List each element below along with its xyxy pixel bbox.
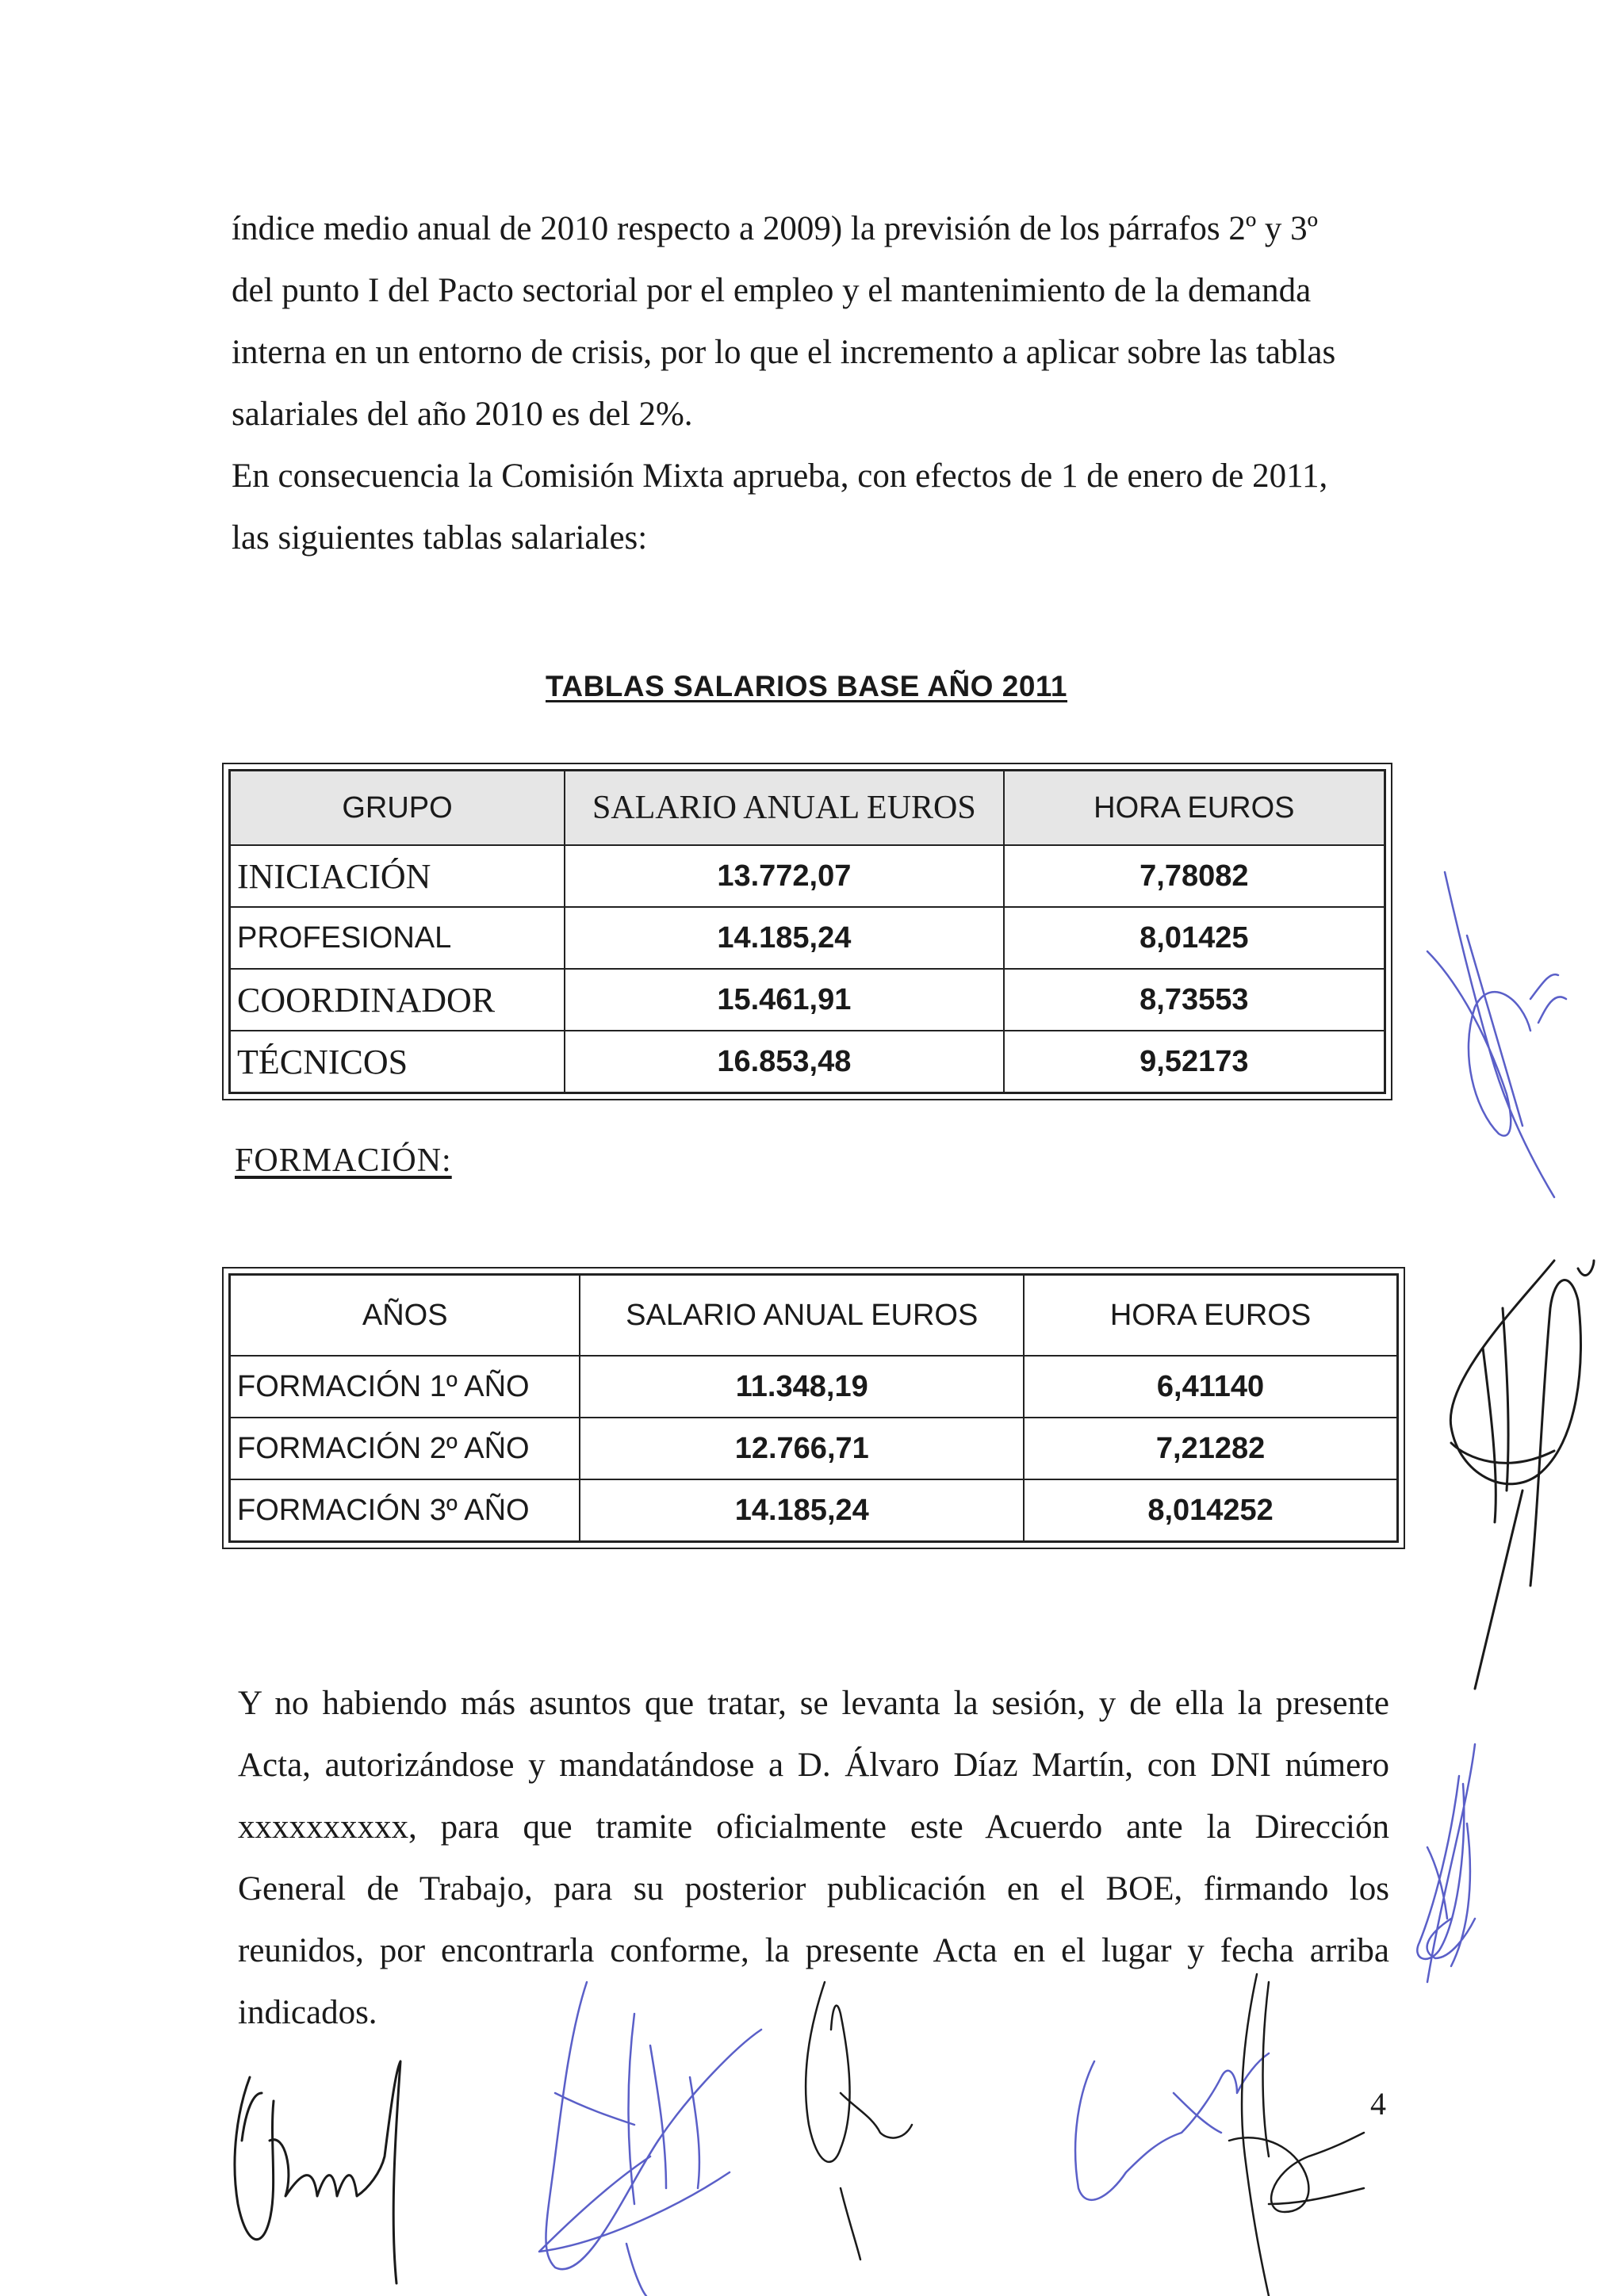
text-line: interna en un entorno de crisis, por lo que el incremento a aplicar sobre las tablas [232,334,1336,371]
annual-salary-cell: 14.185,24 [565,907,1004,969]
hourly-rate-cell: 8,01425 [1004,907,1385,969]
annual-salary-cell: 12.766,71 [580,1418,1024,1479]
table-row [230,1479,1398,1542]
column-header: SALARIO ANUAL EUROS [565,771,1004,846]
hourly-rate-cell: 9,52173 [1004,1031,1385,1093]
annual-salary-cell: 14.185,24 [580,1479,1024,1542]
training-salary-table [228,1273,1399,1543]
training-year-cell: FORMACIÓN 2º AÑO [230,1418,580,1479]
column-header: HORA EUROS [1004,771,1385,846]
page-number: 4 [1370,2086,1386,2122]
text-line: En consecuencia la Comisión Mixta aprueba, con efectos de 1 de enero de 2011, [232,457,1328,495]
training-section-heading: FORMACIÓN: [235,1142,452,1179]
table-row [230,907,1385,969]
column-header: AÑOS [230,1275,580,1357]
group-cell: COORDINADOR [230,969,565,1031]
signature-icon [1075,2053,1269,2200]
column-header: GRUPO [230,771,565,846]
hourly-rate-cell: 7,21282 [1024,1418,1397,1479]
hourly-rate-cell: 8,73553 [1004,969,1385,1031]
text-line: reunidos, por encontrarla conforme, la presente Acta en el lugar y fecha arriba [238,1932,1389,1969]
annual-salary-cell: 16.853,48 [565,1031,1004,1093]
table-header-row [230,1275,1398,1357]
hourly-rate-cell: 8,014252 [1024,1479,1397,1542]
group-cell: INICIACIÓN [230,845,565,907]
hourly-rate-cell: 7,78082 [1004,845,1385,907]
table-row [230,845,1385,907]
group-cell: TÉCNICOS [230,1031,565,1093]
column-header: SALARIO ANUAL EUROS [580,1275,1024,1357]
table-header-row [230,771,1385,846]
training-year-cell: FORMACIÓN 3º AÑO [230,1479,580,1542]
text-line: índice medio anual de 2010 respecto a 2009) la previsión de los párrafos 2º y 3º [232,210,1319,247]
annual-salary-cell: 11.348,19 [580,1356,1024,1418]
table-row [230,969,1385,1031]
text-line: las siguientes tablas salariales: [232,519,648,557]
group-cell: PROFESIONAL [230,907,565,969]
training-year-cell: FORMACIÓN 1º AÑO [230,1356,580,1418]
hourly-rate-cell: 6,41140 [1024,1356,1397,1418]
text-line: del punto I del Pacto sectorial por el empleo y el mantenimiento de la demanda [232,272,1312,309]
text-line: General de Trabajo, para su posterior publicación en el BOE, firmando los [238,1870,1389,1908]
table-row [230,1356,1398,1418]
column-header: HORA EUROS [1024,1275,1397,1357]
table-row [230,1031,1385,1093]
text-line: Acta, autorizándose y mandatándose a D. Álvaro Díaz Martín, con DNI número [238,1747,1389,1784]
intro-paragraph [232,198,1397,569]
annual-salary-cell: 13.772,07 [565,845,1004,907]
signature-icon [1427,872,1566,1197]
text-line: salariales del año 2010 es del 2%. [232,396,693,433]
base-salary-table-title: TABLAS SALARIOS BASE AÑO 2011 [546,670,1068,702]
text-line: xxxxxxxxxx, para que tramite oficialmente este Acuerdo ante la Dirección [238,1808,1389,1846]
signature-icon [235,2061,400,2283]
closing-paragraph [238,1673,1389,2044]
text-line: indicados. [238,1994,377,2031]
text-line: Y no habiendo más asuntos que tratar, se levanta la sesión, y de ella la presente [238,1685,1389,1722]
signature-icon [1417,1744,1475,1982]
table-row [230,1418,1398,1479]
annual-salary-cell: 15.461,91 [565,969,1004,1031]
signature-icon [1450,1261,1594,1689]
base-salary-table [228,769,1386,1094]
